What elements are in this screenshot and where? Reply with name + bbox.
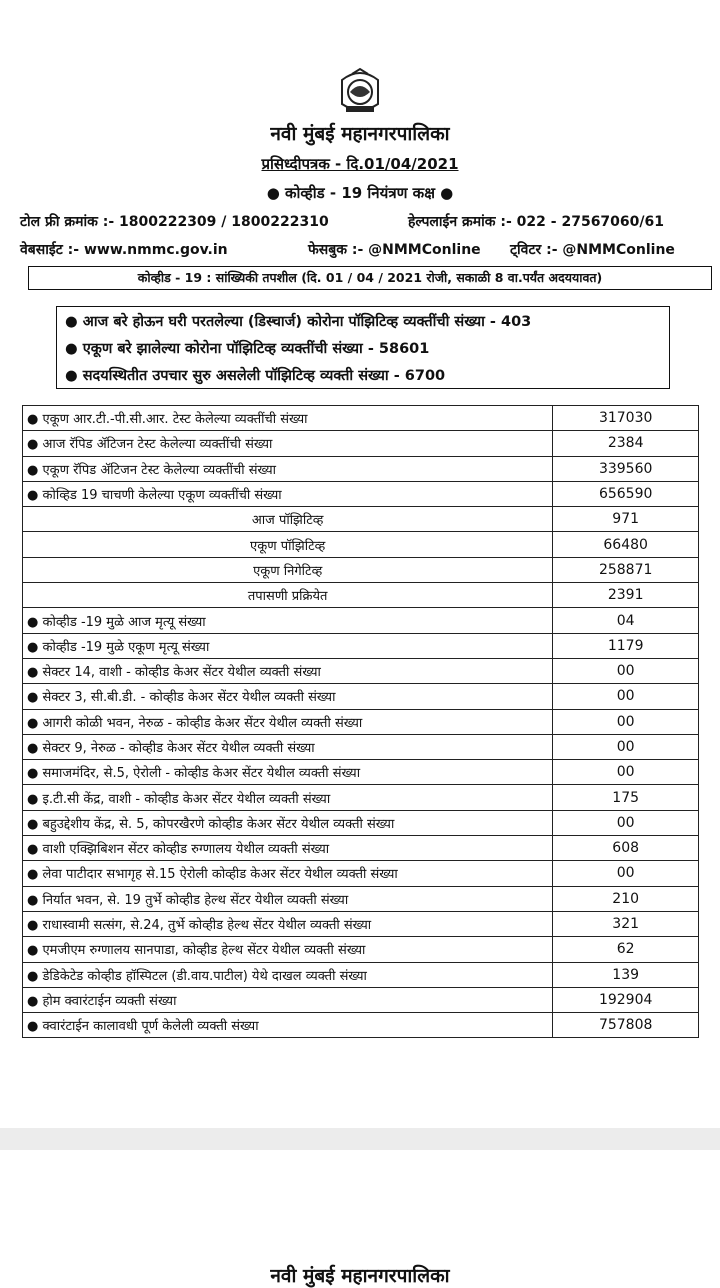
table-row (23, 456, 699, 481)
tollfree-number: टोल फ्री क्रमांक :- 1800222309 / 1800222310 (20, 214, 329, 230)
table-row (23, 557, 699, 582)
helpline-number: हेल्पलाईन क्रमांक :- 022 - 27567060/61 (408, 214, 664, 230)
row-value: 00 (553, 684, 699, 709)
row-value: 258871 (553, 557, 699, 582)
table-row (23, 431, 699, 456)
table-row (23, 1013, 699, 1038)
row-value: 656590 (553, 481, 699, 506)
org-title: नवी मुंबई महानगरपालिका (270, 123, 450, 145)
row-value: 2391 (553, 583, 699, 608)
table-row (23, 583, 699, 608)
table-row (23, 987, 699, 1012)
table-row (23, 532, 699, 557)
page-separator (0, 1128, 720, 1150)
summary-total-recovered: ● एकूण बरे झालेल्या कोरोना पॉझिटिव्ह व्यक्तींची संख्या - 58601 (65, 341, 430, 357)
table-row (23, 633, 699, 658)
control-cell-heading: ● कोव्हीड - 19 नियंत्रण कक्ष ● (266, 184, 454, 202)
row-label: ● एमजीएम रुग्णालय सानपाडा, कोव्हीड हेल्थ सेंटर येथील व्यक्ती संख्या (23, 937, 553, 962)
table-row (23, 886, 699, 911)
row-label: ● लेवा पाटीदार सभागृह से.15 ऐरोली कोव्हीड केअर सेंटर येथील व्यक्ती संख्या (23, 861, 553, 886)
row-label: ● आगरी कोळी भवन, नेरुळ - कोव्हीड केअर सेंटर येथील व्यक्ती संख्या (23, 709, 553, 734)
summary-active-cases: ● सदयस्थितीत उपचार सुरु असलेली पॉझिटिव्ह व्यक्ती संख्या - 6700 (65, 368, 446, 384)
row-label: ● क्वारंटाईन कालावधी पूर्ण केलेली व्यक्ती संख्या (23, 1013, 553, 1038)
row-value: 139 (553, 962, 699, 987)
table-row (23, 507, 699, 532)
row-label: ● सेक्टर 3, सी.बी.डी. - कोव्हीड केअर सेंटर येथील व्यक्ती संख्या (23, 684, 553, 709)
row-label: ● सेक्टर 9, नेरुळ - कोव्हीड केअर सेंटर येथील व्यक्ती संख्या (23, 734, 553, 759)
row-value: 339560 (553, 456, 699, 481)
table-row (23, 481, 699, 506)
row-label: एकूण पॉझिटिव्ह (23, 532, 553, 557)
table-row (23, 608, 699, 633)
row-value: 04 (553, 608, 699, 633)
row-label: ● होम क्वारंटाईन व्यक्ती संख्या (23, 987, 553, 1012)
table-row (23, 406, 699, 431)
table-row (23, 658, 699, 683)
row-label: ● कोव्हीड -19 मुळे एकूण मृत्यू संख्या (23, 633, 553, 658)
row-label: ● सेक्टर 14, वाशी - कोव्हीड केअर सेंटर येथील व्यक्ती संख्या (23, 658, 553, 683)
press-release-date: प्रसिध्दीपत्रक - दि.01/04/2021 (261, 155, 459, 173)
row-value: 757808 (553, 1013, 699, 1038)
table-row (23, 810, 699, 835)
row-label: ● समाजमंदिर, से.5, ऐरोली - कोव्हीड केअर सेंटर येथील व्यक्ती संख्या (23, 760, 553, 785)
row-value: 00 (553, 861, 699, 886)
row-value: 66480 (553, 532, 699, 557)
table-row (23, 734, 699, 759)
row-value: 00 (553, 810, 699, 835)
row-value: 2384 (553, 431, 699, 456)
row-label: ● एकूण रॅपिड ॲटिजन टेस्ट केलेल्या व्यक्तींची संख्या (23, 456, 553, 481)
row-label: ● बहुउद्देशीय केंद्र, से. 5, कोपरखैरणे कोव्हीड केअर सेंटर येथील व्यक्ती संख्या (23, 810, 553, 835)
row-value: 175 (553, 785, 699, 810)
row-value: 608 (553, 836, 699, 861)
row-value: 00 (553, 658, 699, 683)
row-label: ● राधास्वामी सत्संग, से.24, तुर्भे कोव्हीड हेल्थ सेंटर येथील व्यक्ती संख्या (23, 911, 553, 936)
row-value: 321 (553, 911, 699, 936)
table-row (23, 709, 699, 734)
row-value: 317030 (553, 406, 699, 431)
row-value: 210 (553, 886, 699, 911)
row-label: ● कोव्हीड -19 मुळे आज मृत्यू संख्या (23, 608, 553, 633)
twitter-handle[interactable]: ट्विटर :- @NMMConline (510, 242, 675, 258)
row-label: ● डेडिकेटेड कोव्हीड हॉस्पिटल (डी.वाय.पाटील) येथे दाखल व्यक्ती संख्या (23, 962, 553, 987)
table-row (23, 785, 699, 810)
row-label: ● इ.टी.सी केंद्र, वाशी - कोव्हीड केअर सेंटर येथील व्यक्ती संख्या (23, 785, 553, 810)
summary-box (56, 306, 670, 389)
facebook-handle[interactable]: फेसबुक :- @NMMConline (308, 242, 481, 258)
row-label: ● निर्यात भवन, से. 19 तुर्भे कोव्हीड हेल्थ सेंटर येथील व्यक्ती संख्या (23, 886, 553, 911)
table-row (23, 684, 699, 709)
row-label: तपासणी प्रक्रियेत (23, 583, 553, 608)
row-value: 192904 (553, 987, 699, 1012)
row-label: एकूण निगेटिव्ह (23, 557, 553, 582)
table-row (23, 937, 699, 962)
row-value: 1179 (553, 633, 699, 658)
next-page-org-title: नवी मुंबई महानगरपालिका (270, 1265, 450, 1287)
row-label: ● कोव्हिड 19 चाचणी केलेल्या एकूण व्यक्तींची संख्या (23, 481, 553, 506)
table-row (23, 911, 699, 936)
table-row (23, 962, 699, 987)
summary-discharged-today: ● आज बरे होऊन घरी परतलेल्या (डिस्चार्ज) कोरोना पॉझिटिव्ह व्यक्तींची संख्या - 403 (65, 314, 532, 330)
row-value: 00 (553, 760, 699, 785)
row-value: 62 (553, 937, 699, 962)
website-link[interactable]: वेबसाईट :- www.nmmc.gov.in (20, 242, 228, 258)
row-label: आज पॉझिटिव्ह (23, 507, 553, 532)
row-label: ● एकूण आर.टी.-पी.सी.आर. टेस्ट केलेल्या व्यक्तींची संख्या (23, 406, 553, 431)
nmmc-emblem-icon (336, 66, 384, 116)
row-value: 00 (553, 709, 699, 734)
row-value: 00 (553, 734, 699, 759)
row-label: ● आज रॅपिड ॲटिजन टेस्ट केलेल्या व्यक्तींची संख्या (23, 431, 553, 456)
row-label: ● वाशी एक्झिबिशन सेंटर कोव्हीड रुग्णालय येथील व्यक्ती संख्या (23, 836, 553, 861)
statistics-table (22, 405, 699, 1038)
statistics-heading: कोव्हीड - 19 : सांख्यिकी तपशील (दि. 01 / 04 / 2021 रोजी, सकाळी 8 वा.पर्यंत अदययावत) (28, 266, 712, 290)
table-row (23, 861, 699, 886)
table-row (23, 836, 699, 861)
table-row (23, 760, 699, 785)
row-value: 971 (553, 507, 699, 532)
